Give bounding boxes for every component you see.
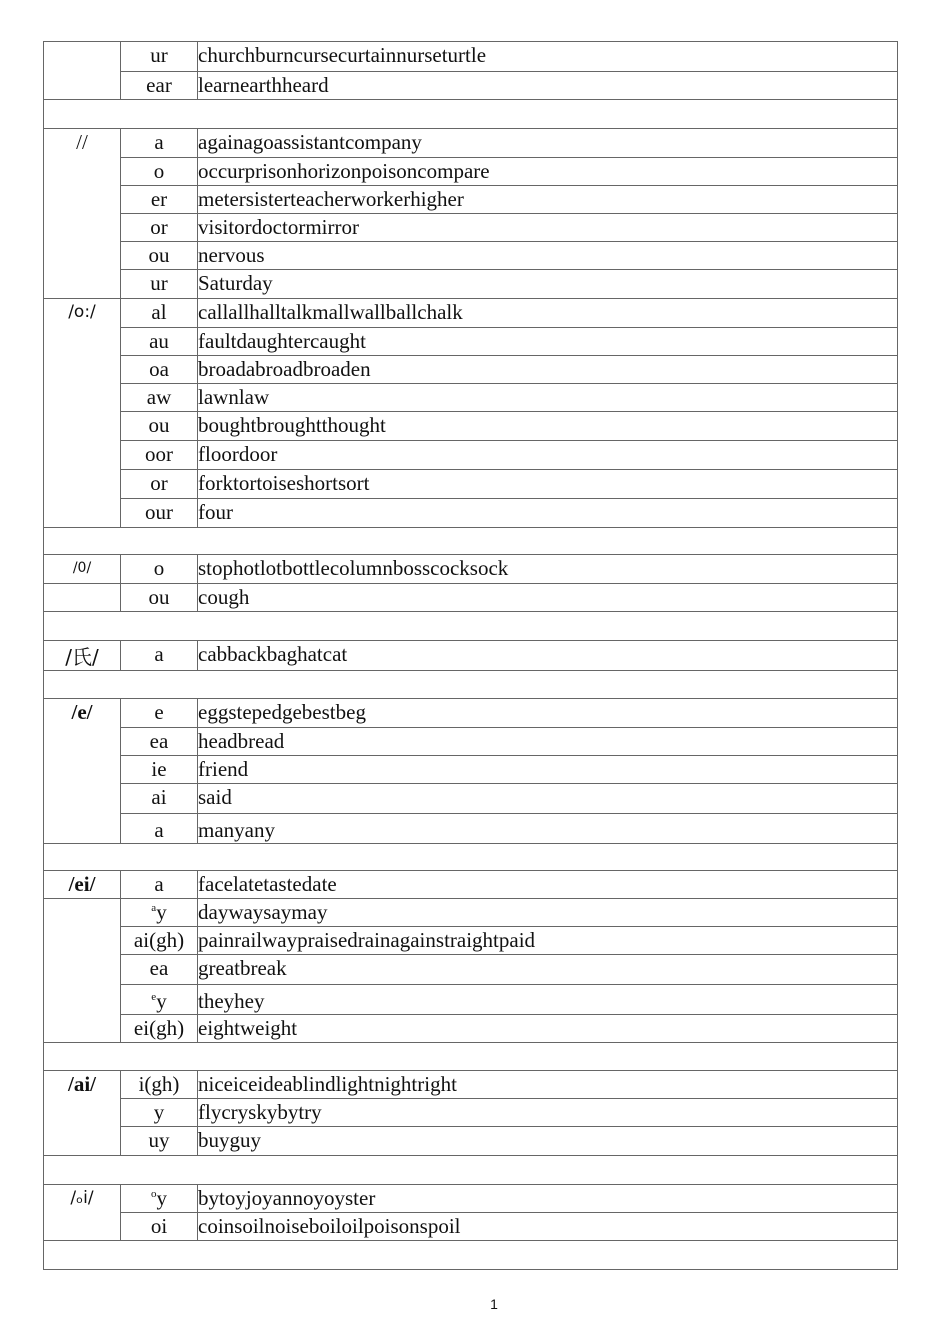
- example-words-cell: visitordoctormirror: [198, 214, 898, 242]
- spacer-row: [44, 671, 898, 699]
- table-row: [44, 242, 898, 270]
- spacer-cell: [44, 1241, 898, 1270]
- spelling-text: y: [156, 1186, 167, 1210]
- table-row: [44, 299, 898, 328]
- table-row: [44, 1127, 898, 1156]
- example-words-cell: learnearthheard: [198, 72, 898, 100]
- spelling-cell: our: [121, 499, 198, 528]
- table-row: [44, 871, 898, 899]
- table-row: [44, 927, 898, 955]
- example-words-cell: Saturday: [198, 270, 898, 299]
- spelling-cell: o: [121, 555, 198, 584]
- spelling-cell: e: [121, 699, 198, 728]
- spacer-row: [44, 100, 898, 129]
- spelling-cell: au: [121, 328, 198, 356]
- example-words-cell: flycryskybytry: [198, 1099, 898, 1127]
- spelling-superscript: e: [151, 991, 157, 1003]
- example-words-cell: manyany: [198, 814, 898, 844]
- table-row: [44, 955, 898, 985]
- example-words-cell: nervous: [198, 242, 898, 270]
- spelling-cell: o: [121, 158, 198, 186]
- spelling-cell: ear: [121, 72, 198, 100]
- example-words-cell: boughtbroughtthought: [198, 412, 898, 441]
- spelling-superscript: o: [151, 1188, 157, 1200]
- spelling-cell: or: [121, 214, 198, 242]
- spacer-row: [44, 1043, 898, 1071]
- table-row: [44, 555, 898, 584]
- spelling-superscript: a: [151, 902, 157, 914]
- spacer-row: [44, 612, 898, 641]
- example-words-cell: greatbreak: [198, 955, 898, 985]
- example-words-cell: niceiceideablindlightnightright: [198, 1071, 898, 1099]
- spelling-cell: ou: [121, 584, 198, 612]
- example-words-cell: bytoyjoyannoyoyster: [198, 1185, 898, 1213]
- phoneme-cell: /氏/: [44, 641, 121, 671]
- table-row: [44, 186, 898, 214]
- phoneme-cell: /ₒi/: [44, 1185, 121, 1241]
- example-words-cell: churchburncursecurtainnurseturtle: [198, 42, 898, 72]
- phonics-table: [43, 41, 898, 1270]
- table-row: [44, 412, 898, 441]
- phoneme-cell: //: [44, 129, 121, 299]
- spacer-cell: [44, 612, 898, 641]
- spelling-cell: er: [121, 186, 198, 214]
- example-words-cell: friend: [198, 756, 898, 784]
- example-words-cell: stophotlotbottlecolumnbosscocksock: [198, 555, 898, 584]
- spelling-cell: ur: [121, 42, 198, 72]
- spelling-cell: ea: [121, 955, 198, 985]
- table-row: [44, 1015, 898, 1043]
- spacer-cell: [44, 100, 898, 129]
- spelling-cell: [121, 899, 198, 927]
- phoneme-cell: /o:/: [44, 299, 121, 528]
- phoneme-cell: /0/: [44, 555, 121, 584]
- spelling-cell: oi: [121, 1213, 198, 1241]
- table-row: [44, 699, 898, 728]
- spelling-text: y: [156, 900, 167, 924]
- example-words-cell: occurprisonhorizonpoisoncompare: [198, 158, 898, 186]
- spelling-cell: ur: [121, 270, 198, 299]
- example-words-cell: cough: [198, 584, 898, 612]
- example-words-cell: eightweight: [198, 1015, 898, 1043]
- page-number: 1: [490, 1296, 498, 1312]
- spelling-cell: al: [121, 299, 198, 328]
- example-words-cell: painrailwaypraisedrainagainstraightpaid: [198, 927, 898, 955]
- spelling-cell: a: [121, 641, 198, 671]
- spelling-cell: ei(gh): [121, 1015, 198, 1043]
- phoneme-cell: [44, 899, 121, 1043]
- example-words-cell: cabbackbaghatcat: [198, 641, 898, 671]
- example-words-cell: said: [198, 784, 898, 814]
- table-row: [44, 985, 898, 1015]
- table-row: [44, 470, 898, 499]
- table-row: [44, 899, 898, 927]
- example-words-cell: facelatetastedate: [198, 871, 898, 899]
- example-words-cell: broadabroadbroaden: [198, 356, 898, 384]
- spelling-cell: a: [121, 871, 198, 899]
- spacer-cell: [44, 844, 898, 871]
- table-row: [44, 728, 898, 756]
- spacer-row: [44, 1156, 898, 1185]
- example-words-cell: headbread: [198, 728, 898, 756]
- spacer-cell: [44, 1156, 898, 1185]
- spelling-cell: oa: [121, 356, 198, 384]
- table-row: [44, 158, 898, 186]
- spelling-cell: y: [121, 1099, 198, 1127]
- table-row: [44, 270, 898, 299]
- spacer-cell: [44, 671, 898, 699]
- table-row: [44, 72, 898, 100]
- spelling-cell: a: [121, 814, 198, 844]
- spelling-cell: ea: [121, 728, 198, 756]
- table-row: [44, 814, 898, 844]
- table-row: [44, 641, 898, 671]
- spelling-cell: ie: [121, 756, 198, 784]
- table-row: [44, 1185, 898, 1213]
- example-words-cell: buyguy: [198, 1127, 898, 1156]
- spelling-cell: ai: [121, 784, 198, 814]
- table-row: [44, 214, 898, 242]
- spelling-cell: ou: [121, 412, 198, 441]
- spelling-cell: aw: [121, 384, 198, 412]
- spacer-row: [44, 844, 898, 871]
- example-words-cell: callallhalltalkmallwallballchalk: [198, 299, 898, 328]
- example-words-cell: metersisterteacherworkerhigher: [198, 186, 898, 214]
- table-row: [44, 356, 898, 384]
- spelling-cell: a: [121, 129, 198, 158]
- spelling-cell: or: [121, 470, 198, 499]
- table-row: [44, 328, 898, 356]
- phoneme-cell: [44, 584, 121, 612]
- spelling-cell: uy: [121, 1127, 198, 1156]
- example-words-cell: lawnlaw: [198, 384, 898, 412]
- spelling-cell: [121, 985, 198, 1015]
- spacer-cell: [44, 1043, 898, 1071]
- table-row: [44, 584, 898, 612]
- phoneme-cell: /ei/: [44, 871, 121, 899]
- example-words-cell: faultdaughtercaught: [198, 328, 898, 356]
- table-row: [44, 129, 898, 158]
- spelling-cell: ou: [121, 242, 198, 270]
- example-words-cell: floordoor: [198, 441, 898, 470]
- spelling-text: y: [156, 989, 167, 1013]
- table-row: [44, 1213, 898, 1241]
- phoneme-cell: /e/: [44, 699, 121, 844]
- example-words-cell: daywaysaymay: [198, 899, 898, 927]
- table-row: [44, 384, 898, 412]
- example-words-cell: four: [198, 499, 898, 528]
- table-row: [44, 441, 898, 470]
- spacer-cell: [44, 528, 898, 555]
- spelling-cell: oor: [121, 441, 198, 470]
- example-words-cell: againagoassistantcompany: [198, 129, 898, 158]
- table-row: [44, 1099, 898, 1127]
- spacer-row: [44, 528, 898, 555]
- table-row: [44, 42, 898, 72]
- example-words-cell: theyhey: [198, 985, 898, 1015]
- spelling-cell: [121, 1185, 198, 1213]
- example-words-cell: coinsoilnoiseboiloilpoisonspoil: [198, 1213, 898, 1241]
- phoneme-cell: [44, 42, 121, 100]
- phoneme-cell: /ai/: [44, 1071, 121, 1156]
- table-row: [44, 499, 898, 528]
- spelling-cell: ai(gh): [121, 927, 198, 955]
- spacer-row: [44, 1241, 898, 1270]
- example-words-cell: forktortoiseshortsort: [198, 470, 898, 499]
- example-words-cell: eggstepedgebestbeg: [198, 699, 898, 728]
- table-row: [44, 1071, 898, 1099]
- spelling-cell: i(gh): [121, 1071, 198, 1099]
- table-row: [44, 756, 898, 784]
- table-row: [44, 784, 898, 814]
